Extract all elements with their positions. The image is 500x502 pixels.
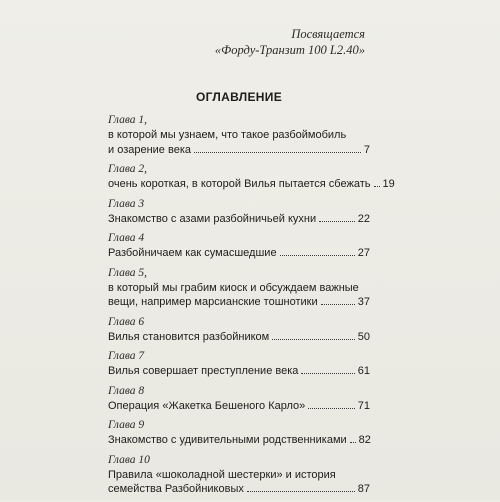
chapter-label: Глава 7 xyxy=(108,350,145,362)
chapter-title-row xyxy=(108,246,370,261)
page-number: 50 xyxy=(357,330,370,343)
page-number: 19 xyxy=(382,178,395,190)
chapter-label: Глава 4 xyxy=(108,232,145,244)
dot-leader xyxy=(194,152,361,153)
toc-entry xyxy=(108,231,370,261)
chapter-title-line: Операция «Жакетка Бешеного Карло» xyxy=(108,399,306,412)
page-number: 37 xyxy=(357,296,370,308)
table-of-contents xyxy=(108,90,395,502)
chapter-label: Глава 1, xyxy=(108,114,147,126)
chapter-title-row xyxy=(108,330,370,345)
chapter-title-row xyxy=(108,433,370,448)
dot-leader xyxy=(374,186,380,187)
chapter-title-line: Вилья становится разбойником xyxy=(108,330,270,343)
chapter-title-row xyxy=(108,295,370,310)
chapter-label: Глава 6 xyxy=(108,315,145,328)
toc-entries xyxy=(108,113,395,497)
page-number: 61 xyxy=(357,365,370,377)
chapter-title-row xyxy=(108,399,370,414)
toc-entry xyxy=(108,384,370,414)
chapter-title-line: вещи, например марсианские тошнотики xyxy=(108,296,318,308)
toc-entry xyxy=(108,162,395,192)
chapter-title-line: Знакомство с азами разбойничьей кухни xyxy=(108,212,317,225)
dot-leader xyxy=(319,221,355,222)
chapter-title-line: в которой мы узнаем, что такое разбоймобиль xyxy=(108,129,347,141)
dot-leader xyxy=(321,304,355,305)
chapter-label: Глава 8 xyxy=(108,384,145,397)
chapter-title-row xyxy=(108,364,370,379)
chapter-title-line: Правила «шоколадной шестерки» и история xyxy=(108,468,336,481)
page-number: 82 xyxy=(358,434,371,446)
page-number: 87 xyxy=(357,483,370,495)
toc-entry xyxy=(108,113,370,157)
dot-leader xyxy=(247,491,355,492)
dot-leader xyxy=(280,255,355,256)
chapter-title-line: Знакомство с удивительными родственниками xyxy=(108,434,347,446)
page-number: 71 xyxy=(357,399,370,412)
chapter-title-row xyxy=(108,212,370,227)
chapter-label: Глава 5, xyxy=(108,266,147,279)
toc-entry xyxy=(108,266,370,310)
page-number: 22 xyxy=(357,212,370,225)
page-number: 27 xyxy=(357,247,370,259)
chapter-title-row xyxy=(108,482,370,497)
dot-leader xyxy=(308,408,354,409)
toc-entry xyxy=(108,197,370,227)
chapter-title-line: и озарение века xyxy=(108,143,191,156)
chapter-label: Глава 3 xyxy=(108,197,145,210)
chapter-title-line: Вилья совершает преступление века xyxy=(108,365,299,377)
toc-entry xyxy=(108,453,370,497)
dot-leader xyxy=(350,442,356,443)
chapter-label: Глава 9 xyxy=(108,419,145,431)
toc-entry xyxy=(108,315,370,345)
chapter-title-line: Разбойничаем как сумасшедшие xyxy=(108,247,277,259)
chapter-title-row xyxy=(108,143,370,158)
chapter-title-line: в который мы грабим киоск и обсуждаем важные xyxy=(108,281,359,294)
dedication-line-2: «Форду-Транзит 100 L2.40» xyxy=(214,43,365,57)
chapter-title-row xyxy=(108,177,395,192)
chapter-title-line: семейства Разбойниковых xyxy=(108,483,244,495)
toc-heading: ОГЛАВЛЕНИЕ xyxy=(195,90,282,104)
page-number: 7 xyxy=(363,143,370,156)
chapter-label: Глава 10 xyxy=(108,453,150,466)
toc-entry xyxy=(108,418,370,448)
dot-leader xyxy=(301,373,354,374)
dedication-line-1: Посвящается xyxy=(291,27,365,41)
dedication xyxy=(215,26,365,58)
toc-entry xyxy=(108,349,370,379)
chapter-label: Глава 2, xyxy=(108,163,147,175)
dot-leader xyxy=(272,339,355,340)
chapter-title-line: очень короткая, в которой Вилья пытается сбежать xyxy=(108,178,371,190)
